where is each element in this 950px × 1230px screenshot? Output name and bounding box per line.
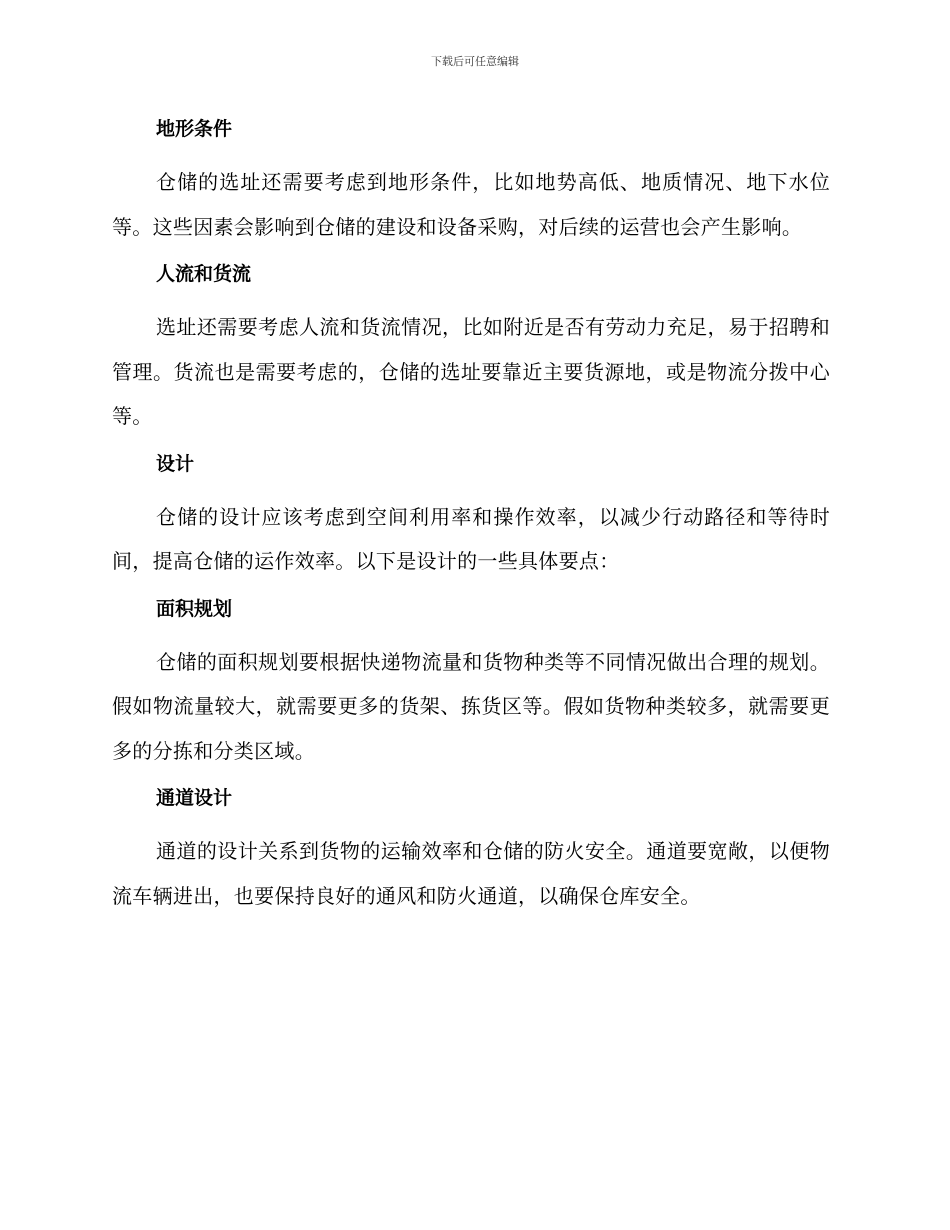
section-heading: 地形条件 xyxy=(156,118,233,140)
section-terrain xyxy=(112,112,830,249)
section-paragraph: 仓储的设计应该考虑到空间利用率和操作效率，以减少行动路径和等待时间，提高仓储的运作效率。以下是设计的一些具体要点： xyxy=(112,504,830,573)
section-paragraph: 选址还需要考虑人流和货流情况，比如附近是否有劳动力充足，易于招聘和管理。货流也是需要考虑的，仓储的选址要靠近主要货源地，或是物流分拨中心等。 xyxy=(112,315,830,428)
section-heading: 人流和货流 xyxy=(156,263,252,285)
page-header: 下载后可任意编辑 xyxy=(431,55,519,68)
section-people-goods-flow xyxy=(112,257,830,439)
section-heading: 设计 xyxy=(156,452,195,475)
section-heading: 通道设计 xyxy=(156,787,233,809)
section-design xyxy=(112,447,830,584)
section-paragraph: 通道的设计关系到货物的运输效率和仓储的防火安全。通道要宽敞，以便物流车辆进出，也要保持良好的通风和防火通道，以确保仓库安全。 xyxy=(112,839,830,908)
section-aisle-design xyxy=(112,781,830,918)
section-paragraph: 仓储的面积规划要根据快递物流量和货物种类等不同情况做出合理的规划。假如物流量较大，就需要更多的货架、拣货区等。假如货物种类较多，就需要更多的分拣和分类区域。 xyxy=(112,649,830,763)
section-area-planning xyxy=(112,592,830,774)
section-paragraph: 仓储的选址还需要考虑到地形条件，比如地势高低、地质情况、地下水位等。这些因素会影响到仓储的建设和设备采购，对后续的运营也会产生影响。 xyxy=(112,170,830,239)
document-body xyxy=(112,112,830,926)
section-heading: 面积规划 xyxy=(156,597,233,620)
